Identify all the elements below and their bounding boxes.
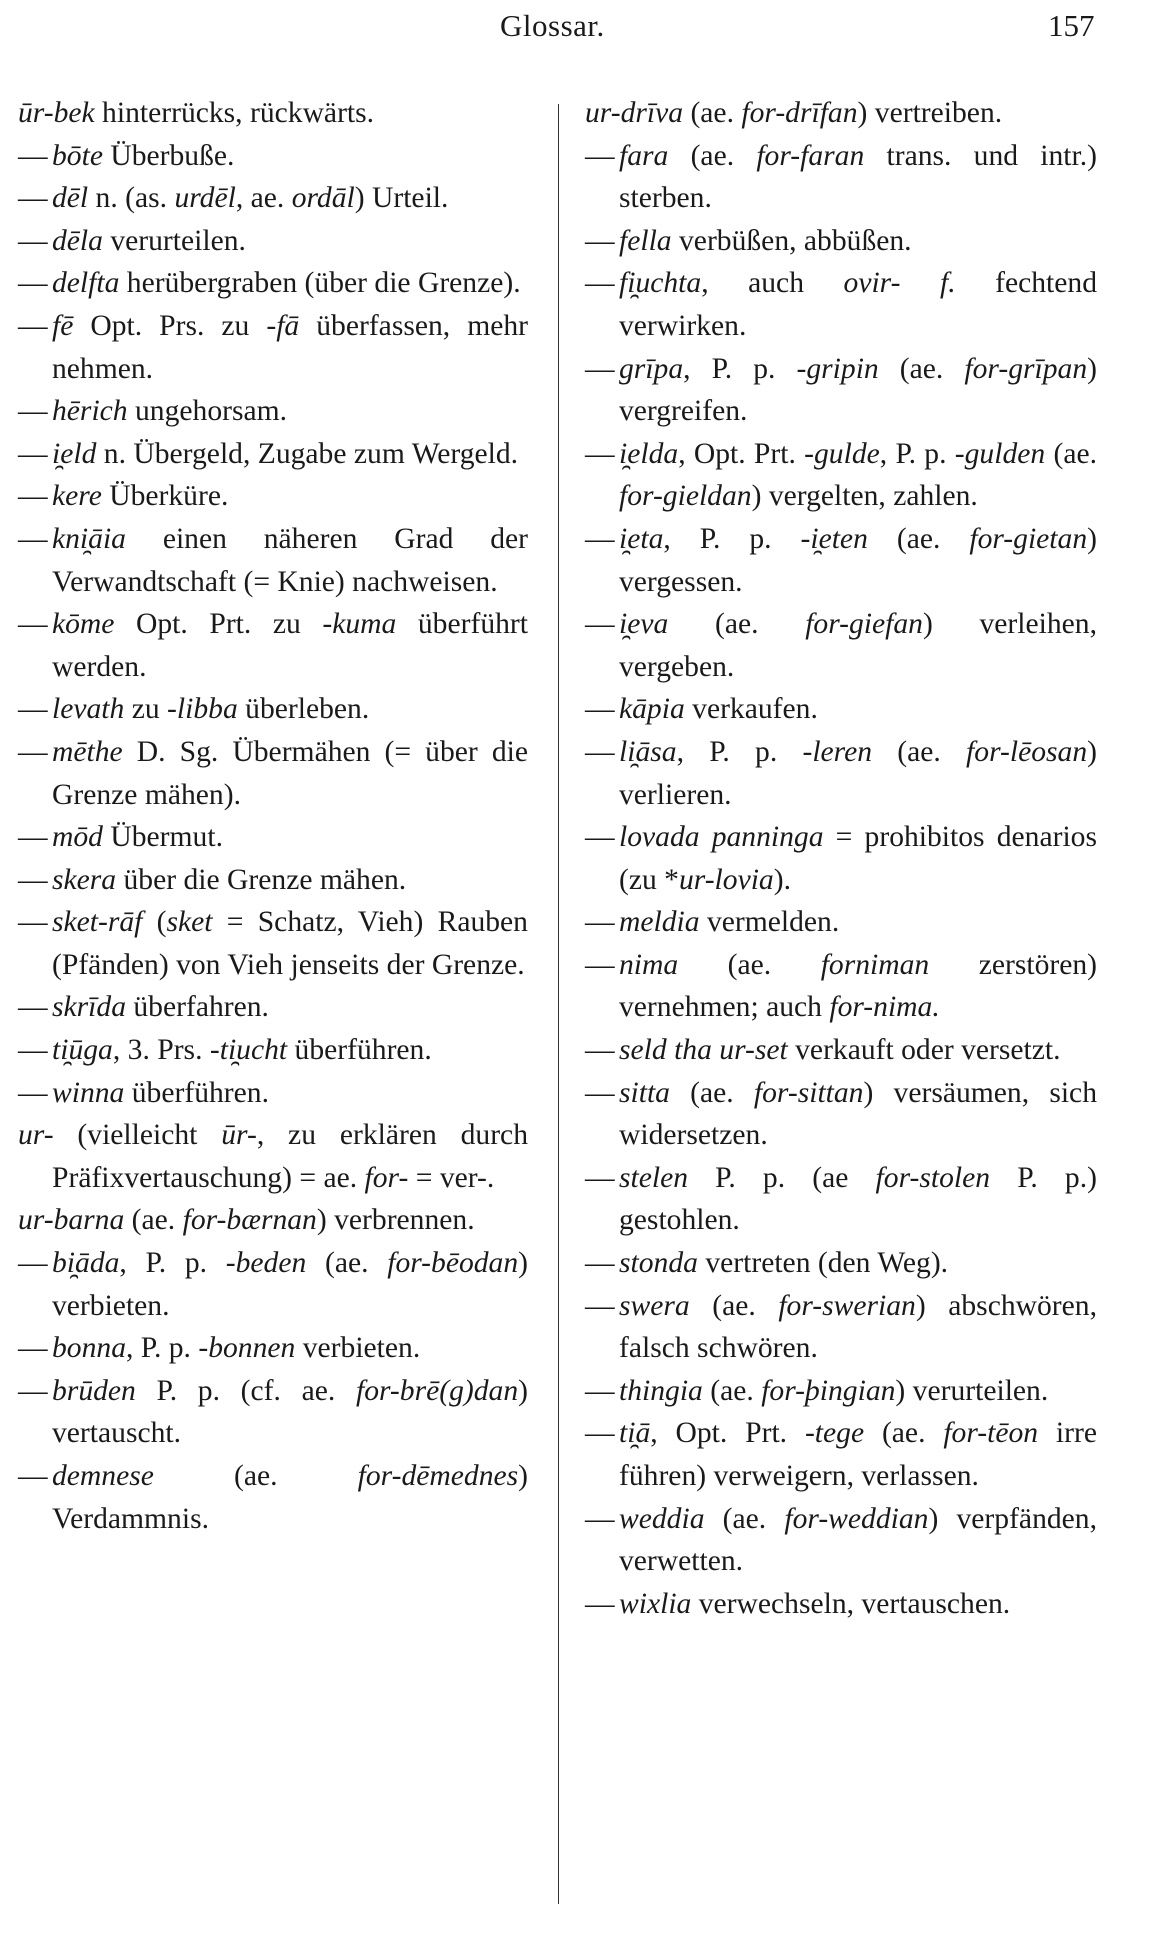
- ditto-dash: —: [18, 1247, 48, 1280]
- lemma-italic: -beden: [225, 1247, 307, 1280]
- lemma-italic: -libba: [167, 693, 238, 726]
- lemma-italic: dēl: [52, 182, 89, 215]
- glossary-column-left: [18, 92, 528, 1540]
- lemma-italic: ur-: [18, 1119, 54, 1152]
- gloss-text: überfassen, mehr nehmen.: [52, 309, 528, 385]
- lemma-italic: stonda: [619, 1247, 698, 1280]
- gloss-text: ) verurteilen.: [895, 1374, 1049, 1407]
- lemma-italic: kāpia: [619, 693, 685, 726]
- lemma-italic: lovada panninga: [619, 821, 824, 854]
- glossary-subentry: [585, 1072, 1097, 1157]
- gloss-text: , P. p.: [676, 735, 803, 768]
- gloss-text: , P. p.: [683, 352, 797, 385]
- ditto-dash: —: [18, 267, 48, 300]
- lemma-italic: for-tēon: [943, 1417, 1039, 1450]
- lemma-italic: -tege: [804, 1417, 865, 1450]
- glossary-headword-entry: [18, 1114, 528, 1199]
- lemma-italic: for-dēmednes: [357, 1460, 519, 1492]
- ditto-dash: —: [585, 1161, 615, 1194]
- ditto-dash: —: [18, 608, 48, 641]
- gloss-text: (ae.: [668, 139, 757, 172]
- page-number: 157: [1048, 8, 1095, 43]
- ditto-dash: —: [18, 1332, 48, 1365]
- gloss-text: (ae.: [124, 1204, 183, 1237]
- gloss-text: verkauft oder versetzt.: [787, 1034, 1061, 1067]
- lemma-italic: grīpa: [619, 352, 684, 385]
- column-divider: [558, 104, 559, 1904]
- lemma-italic: bonna: [52, 1332, 126, 1365]
- lemma-italic: kni̯āia: [52, 522, 126, 555]
- lemma-italic: fi̯uchta: [619, 267, 702, 300]
- lemma-italic: i̯eld: [52, 437, 97, 470]
- lemma-italic: brūden: [52, 1374, 136, 1407]
- gloss-text: (ae.: [689, 1289, 779, 1322]
- glossary-subentry: [585, 1285, 1097, 1370]
- glossary-subentry: [18, 220, 528, 263]
- gloss-text: Übermut.: [102, 821, 223, 854]
- glossary-subentry: [18, 603, 528, 688]
- ditto-dash: —: [585, 1034, 615, 1067]
- ditto-dash: —: [18, 182, 48, 215]
- lemma-italic: for-nima.: [829, 991, 940, 1024]
- gloss-text: verbieten.: [295, 1332, 421, 1365]
- gloss-text: verkaufen.: [684, 693, 818, 726]
- glossary-headword-entry: [585, 92, 1097, 135]
- lemma-italic: bōte: [52, 139, 103, 172]
- gloss-text: , 3. Prs.: [112, 1034, 210, 1067]
- glossary-subentry: [18, 1242, 528, 1327]
- gloss-text: ).: [773, 863, 791, 896]
- gloss-text: hinterrücks, rückwärts.: [94, 97, 375, 129]
- gloss-text: = Schatz, Vieh) Rauben (Pfänden) von Vieh jenseits der Grenze.: [52, 906, 528, 981]
- glossary-subentry: [18, 1072, 528, 1115]
- lemma-italic: thingia: [619, 1374, 703, 1407]
- ditto-dash: —: [18, 139, 48, 172]
- gloss-text: ) vergreifen.: [619, 352, 1097, 428]
- ditto-dash: —: [585, 139, 615, 172]
- gloss-text: trans. und intr.) sterben.: [619, 139, 1097, 215]
- ditto-dash: —: [18, 821, 48, 854]
- gloss-text: , auch: [701, 267, 844, 300]
- gloss-text: irre führen) verweigern, verlassen.: [619, 1417, 1097, 1492]
- gloss-text: P. p.) gestohlen.: [619, 1161, 1097, 1237]
- lemma-italic: for-grīpan: [964, 352, 1088, 385]
- gloss-text: Opt. Prs. zu: [73, 309, 267, 342]
- gloss-text: ) verlieren.: [619, 735, 1097, 811]
- ditto-dash: —: [585, 267, 615, 300]
- lemma-italic: sitta: [619, 1076, 670, 1109]
- running-title: Glossar.: [500, 8, 605, 43]
- gloss-text: n. Übergeld, Zugabe zum Wergeld.: [96, 437, 519, 470]
- gloss-text: (ae.: [878, 352, 965, 385]
- lemma-italic: delfta: [52, 267, 120, 300]
- gloss-text: (ae.: [872, 735, 967, 768]
- lemma-italic: for-faran: [756, 139, 865, 172]
- gloss-text: = prohibitos denarios (zu *: [619, 821, 1097, 896]
- gloss-text: fechtend verwirken.: [619, 267, 1097, 342]
- glossary-subentry: [18, 390, 528, 433]
- lemma-italic: ovir- f.: [843, 267, 956, 300]
- gloss-text: (ae.: [306, 1247, 388, 1280]
- gloss-text: ) verbrennen.: [316, 1204, 475, 1237]
- glossary-subentry: [18, 262, 528, 305]
- gloss-text: überleben.: [237, 693, 370, 726]
- lemma-italic: ti̯ā: [619, 1417, 651, 1450]
- lemma-italic: mēthe: [52, 735, 123, 768]
- lemma-italic: hērich: [52, 395, 128, 428]
- glossary-subentry: [18, 1029, 528, 1072]
- glossary-subentry: [18, 986, 528, 1029]
- gloss-text: (ae.: [867, 522, 970, 555]
- gloss-text: ) verleihen, vergeben.: [619, 608, 1097, 683]
- gloss-text: ) vertauscht.: [52, 1374, 528, 1450]
- lemma-italic: for-drīfan: [741, 97, 858, 129]
- gloss-text: n. (as.: [88, 182, 175, 215]
- lemma-italic: skera: [52, 863, 117, 896]
- gloss-text: überführt werden.: [52, 608, 528, 683]
- ditto-dash: —: [585, 352, 615, 385]
- gloss-text: (ae.: [1045, 437, 1097, 470]
- glossary-subentry: [585, 262, 1097, 347]
- lemma-italic: winna: [52, 1076, 125, 1109]
- ditto-dash: —: [585, 693, 615, 726]
- glossary-subentry: [585, 1242, 1097, 1285]
- lemma-italic: for-lēosan: [966, 735, 1088, 768]
- lemma-italic: levath: [52, 693, 125, 726]
- lemma-italic: for-weddian: [784, 1502, 929, 1535]
- glossary-headword-entry: [18, 1199, 528, 1242]
- gloss-text: (ae.: [669, 1076, 754, 1109]
- lemma-italic: bi̯āda: [52, 1247, 120, 1280]
- gloss-text: ) vergessen.: [619, 522, 1097, 598]
- glossary-subentry: [18, 816, 528, 859]
- gloss-text: zerstören) vernehmen; auch: [619, 948, 1098, 1024]
- ditto-dash: —: [585, 735, 615, 768]
- gloss-text: , zu erklären durch Präfixvertauschung) = ae.: [52, 1119, 528, 1194]
- ditto-dash: —: [585, 1289, 615, 1322]
- lemma-italic: for-: [364, 1161, 409, 1194]
- lemma-italic: for-bærnan: [182, 1204, 317, 1237]
- gloss-text: Opt. Prt. zu: [114, 608, 323, 641]
- lemma-italic: forniman: [820, 948, 930, 981]
- lemma-italic: ur-lovia: [678, 863, 774, 896]
- lemma-italic: li̯āsa: [619, 735, 677, 768]
- lemma-italic: for-stolen: [875, 1161, 991, 1194]
- lemma-italic: swera: [619, 1289, 690, 1322]
- glossary-subentry: [18, 731, 528, 816]
- glossary-subentry: [585, 1157, 1097, 1242]
- lemma-italic: -kuma: [322, 608, 397, 641]
- lemma-italic: meldia: [619, 906, 700, 939]
- ditto-dash: —: [18, 1460, 48, 1492]
- ditto-dash: —: [585, 1247, 615, 1280]
- gloss-text: ) Verdammnis.: [52, 1460, 528, 1535]
- page-header: [0, 8, 1168, 48]
- gloss-text: , Opt. Prt.: [678, 437, 805, 470]
- lemma-italic: for-þingian: [761, 1374, 896, 1407]
- ditto-dash: —: [18, 693, 48, 726]
- lemma-italic: mōd: [52, 821, 103, 854]
- lemma-italic: -ti̯ucht: [209, 1034, 288, 1067]
- glossary-subentry: [18, 475, 528, 518]
- gloss-text: herübergraben (über die Grenze).: [119, 267, 521, 300]
- gloss-text: verbüßen, abbüßen.: [671, 224, 912, 257]
- glossary-subentry: [18, 901, 528, 986]
- gloss-text: D. Sg. Übermähen (= über die Grenze mähen).: [52, 735, 528, 811]
- lemma-italic: -i̯eten: [800, 522, 868, 555]
- gloss-text: Überküre.: [101, 480, 229, 513]
- gloss-text: überführen.: [287, 1034, 432, 1067]
- gloss-text: (vielleicht: [53, 1119, 222, 1152]
- glossary-subentry: [585, 135, 1097, 220]
- lemma-italic: for-swerian: [778, 1289, 916, 1322]
- ditto-dash: —: [18, 437, 48, 470]
- glossary-subentry: [585, 433, 1097, 518]
- glossary-subentry: [585, 348, 1097, 433]
- gloss-text: ungehorsam.: [127, 395, 288, 428]
- lemma-italic: fara: [619, 139, 669, 172]
- lemma-italic: for-sittan: [753, 1076, 864, 1109]
- glossary-subentry: [18, 1327, 528, 1370]
- lemma-italic: for-gietan: [969, 522, 1088, 555]
- glossary-subentry: [585, 1370, 1097, 1413]
- lemma-italic: urdēl: [174, 182, 236, 215]
- lemma-italic: -gripin: [796, 352, 879, 385]
- ditto-dash: —: [585, 821, 615, 854]
- gloss-text: ) abschwören, falsch schwören.: [619, 1289, 1097, 1365]
- ditto-dash: —: [18, 863, 48, 896]
- gloss-text: über die Grenze mähen.: [116, 863, 407, 896]
- gloss-text: , ae.: [235, 182, 292, 215]
- lemma-italic: ūr-bek: [18, 97, 95, 129]
- ditto-dash: —: [585, 608, 615, 641]
- glossary-subentry: [18, 518, 528, 603]
- ditto-dash: —: [18, 991, 48, 1024]
- lemma-italic: kere: [52, 480, 102, 513]
- lemma-italic: nima: [619, 948, 679, 981]
- ditto-dash: —: [585, 224, 615, 257]
- gloss-text: (ae.: [864, 1417, 944, 1450]
- lemma-italic: stelen: [619, 1161, 689, 1194]
- gloss-text: ) verpfänden, verwetten.: [619, 1502, 1097, 1578]
- ditto-dash: —: [18, 224, 48, 257]
- gloss-text: P. p. (ae: [688, 1161, 876, 1194]
- gloss-text: (ae.: [678, 948, 821, 981]
- gloss-text: ) verbieten.: [52, 1247, 528, 1322]
- glossary-subentry: [585, 816, 1097, 901]
- gloss-text: vermelden.: [699, 906, 840, 939]
- glossary-subentry: [585, 603, 1097, 688]
- lemma-italic: kōme: [52, 608, 115, 641]
- gloss-text: (ae.: [153, 1460, 358, 1492]
- ditto-dash: —: [18, 1034, 48, 1067]
- ditto-dash: —: [18, 906, 48, 939]
- gloss-text: , P. p.: [119, 1247, 226, 1280]
- glossary-subentry: [585, 1412, 1097, 1497]
- glossary-headword-entry: [18, 92, 528, 135]
- ditto-dash: —: [585, 1587, 615, 1620]
- glossary-subentry: [585, 731, 1097, 816]
- ditto-dash: —: [585, 1076, 615, 1109]
- gloss-text: (ae.: [702, 1374, 762, 1407]
- ditto-dash: —: [585, 906, 615, 939]
- lemma-italic: -bonnen: [198, 1332, 296, 1365]
- gloss-text: Überbuße.: [102, 139, 235, 172]
- gloss-text: P. p. (cf. ae.: [135, 1374, 356, 1407]
- gloss-text: = ver-.: [408, 1161, 495, 1194]
- glossary-subentry: [585, 1029, 1097, 1072]
- lemma-italic: -gulden: [954, 437, 1046, 470]
- lemma-italic: for-giefan: [805, 608, 923, 641]
- glossary-subentry: [18, 433, 528, 476]
- gloss-text: ) Urteil.: [354, 182, 449, 215]
- lemma-italic: ordāl: [291, 182, 355, 215]
- gloss-text: vertreten (den Weg).: [697, 1247, 949, 1280]
- gloss-text: (ae.: [683, 97, 742, 129]
- lemma-italic: fella: [619, 224, 672, 257]
- lemma-italic: ti̯ūga: [52, 1034, 113, 1067]
- ditto-dash: —: [585, 1374, 615, 1407]
- gloss-text: verurteilen.: [102, 224, 246, 257]
- glossary-subentry: [18, 305, 528, 390]
- glossary-subentry: [18, 1370, 528, 1455]
- glossary-subentry: [18, 688, 528, 731]
- lemma-italic: seld tha ur-set: [619, 1034, 788, 1067]
- lemma-italic: i̯eta: [619, 522, 664, 555]
- ditto-dash: —: [585, 1502, 615, 1535]
- lemma-italic: ur-barna: [18, 1204, 125, 1237]
- ditto-dash: —: [18, 735, 48, 768]
- lemma-italic: skrīda: [52, 991, 126, 1024]
- lemma-italic: for-brē(g)dan: [355, 1374, 519, 1407]
- ditto-dash: —: [18, 522, 48, 555]
- ditto-dash: —: [585, 1417, 615, 1450]
- gloss-text: , P. p.: [879, 437, 955, 470]
- glossary-subentry: [18, 1455, 528, 1540]
- glossary-subentry: [18, 135, 528, 178]
- glossary-subentry: [585, 518, 1097, 603]
- gloss-text: ) vertreiben.: [857, 97, 1003, 129]
- lemma-italic: -gulde: [804, 437, 880, 470]
- glossary-subentry: [585, 944, 1097, 1029]
- gloss-text: ) versäumen, sich widersetzen.: [619, 1076, 1097, 1152]
- gloss-text: überfahren.: [125, 991, 269, 1024]
- ditto-dash: —: [18, 395, 48, 428]
- ditto-dash: —: [18, 1374, 48, 1407]
- lemma-italic: for-gieldan: [619, 480, 752, 513]
- lemma-italic: demnese: [52, 1460, 154, 1492]
- gloss-text: verwechseln, vertauschen.: [691, 1587, 1011, 1620]
- lemma-italic: ūr-: [221, 1119, 257, 1152]
- gloss-text: (ae.: [668, 608, 806, 641]
- glossary-subentry: [18, 177, 528, 220]
- gloss-text: zu: [124, 693, 168, 726]
- lemma-italic: wixlia: [619, 1587, 692, 1620]
- ditto-dash: —: [585, 522, 615, 555]
- glossary-subentry: [585, 688, 1097, 731]
- lemma-italic: sket-rāf: [52, 906, 143, 939]
- gloss-text: , P. p.: [125, 1332, 199, 1365]
- lemma-italic: i̯eva: [619, 608, 669, 641]
- ditto-dash: —: [585, 437, 615, 470]
- lemma-italic: for-bēodan: [387, 1247, 519, 1280]
- gloss-text: , Opt. Prt.: [650, 1417, 805, 1450]
- gloss-text: überführen.: [124, 1076, 269, 1109]
- gloss-text: (: [142, 906, 167, 939]
- lemma-italic: fē: [52, 309, 74, 342]
- glossary-subentry: [18, 859, 528, 902]
- lemma-italic: dēla: [52, 224, 103, 257]
- ditto-dash: —: [18, 309, 48, 342]
- glossary-subentry: [585, 1498, 1097, 1583]
- ditto-dash: —: [585, 948, 615, 981]
- lemma-italic: sket: [166, 906, 213, 939]
- glossary-subentry: [585, 220, 1097, 263]
- lemma-italic: -fā: [266, 309, 300, 342]
- glossary-subentry: [585, 1583, 1097, 1626]
- lemma-italic: weddia: [619, 1502, 705, 1535]
- lemma-italic: ur-drīva: [585, 97, 684, 129]
- gloss-text: (ae.: [704, 1502, 785, 1535]
- glossary-column-right: [585, 92, 1097, 1625]
- ditto-dash: —: [18, 480, 48, 513]
- lemma-italic: -leren: [802, 735, 873, 768]
- gloss-text: ) vergelten, zahlen.: [751, 480, 978, 513]
- glossary-subentry: [585, 901, 1097, 944]
- gloss-text: , P. p.: [663, 522, 801, 555]
- ditto-dash: —: [18, 1076, 48, 1109]
- gloss-text: einen näheren Grad der Verwandtschaft (= Knie) nachweisen.: [52, 522, 528, 598]
- lemma-italic: i̯elda: [619, 437, 679, 470]
